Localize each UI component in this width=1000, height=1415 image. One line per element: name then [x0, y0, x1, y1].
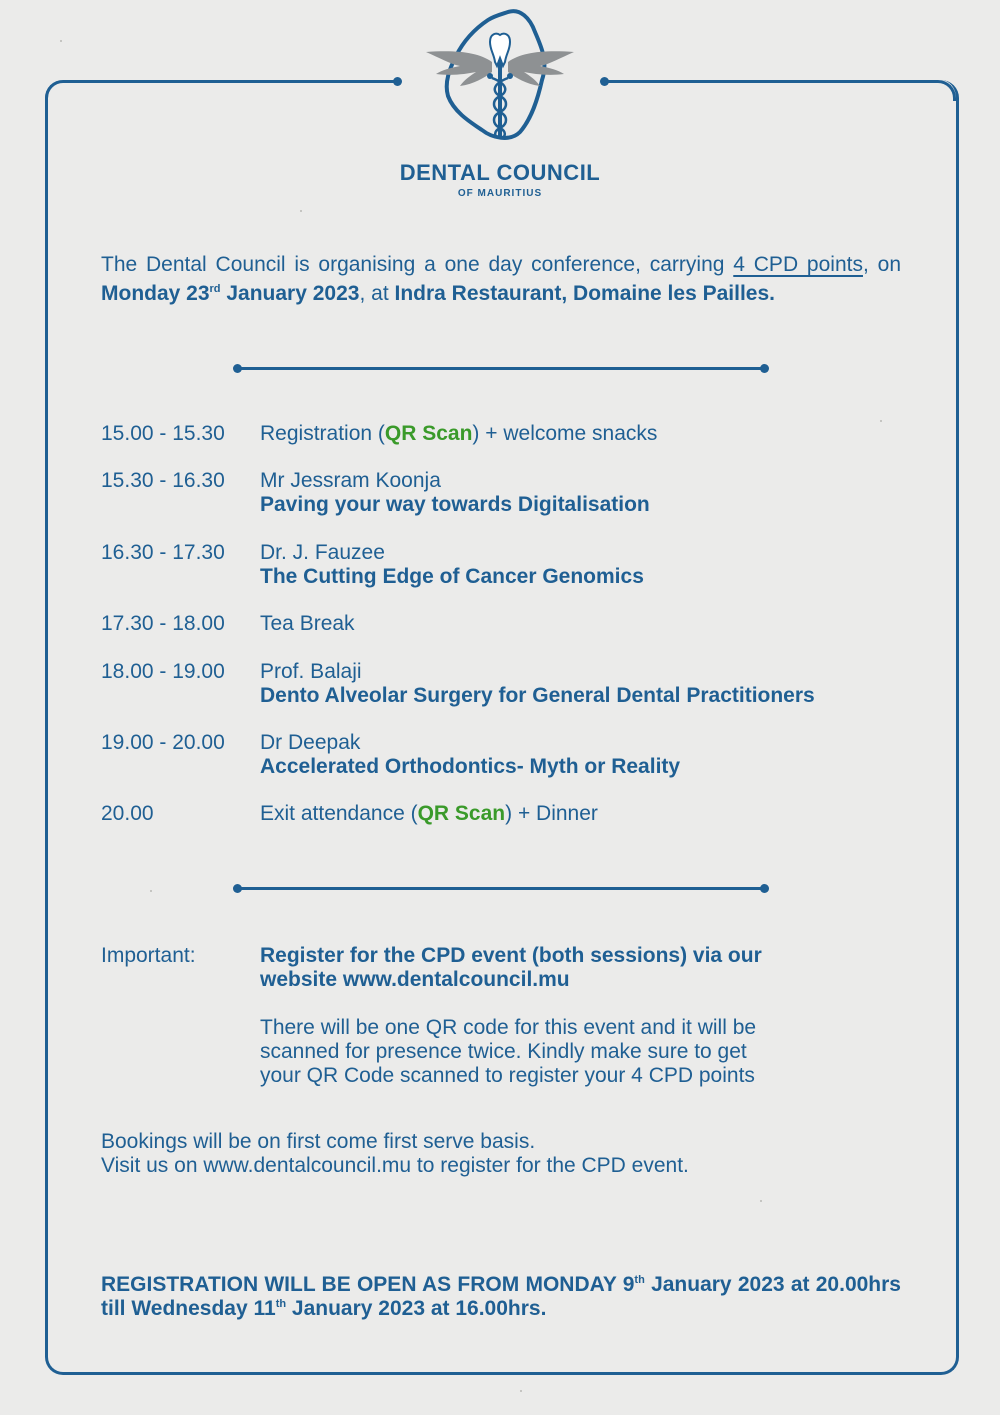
- intro-paragraph: [101, 250, 901, 308]
- reg-suffix: th: [634, 1274, 645, 1286]
- reg-suffix: th: [275, 1298, 287, 1310]
- desc-text: ) + Dinner: [505, 802, 598, 825]
- cpd-points: 4 CPD points: [733, 253, 863, 276]
- desc-text: Exit attendance (: [260, 802, 418, 825]
- divider-top: [236, 367, 766, 370]
- schedule-desc: [260, 422, 900, 446]
- intro-text: The Dental Council is organising a one day conference, carrying: [101, 253, 734, 276]
- schedule-desc: [260, 469, 900, 517]
- note-line: There will be one QR code for this event and it will be: [260, 1016, 757, 1039]
- speaker-name: Prof. Balaji: [260, 660, 362, 683]
- brand-title: DENTAL COUNCIL: [399, 160, 601, 185]
- frame-corner-right: [935, 80, 956, 101]
- date-suffix: rd: [209, 283, 221, 295]
- registration-notice: [101, 1273, 901, 1321]
- reg-text: January 2023 at 20.00hrs till Wednesday 11: [101, 1273, 901, 1320]
- frame-dot-right: [600, 77, 609, 86]
- frame-dot-left: [393, 77, 402, 86]
- schedule-time: 19.00 - 20.00: [101, 731, 225, 754]
- booking-line: Visit us on www.dentalcouncil.mu to register for the CPD event.: [101, 1154, 689, 1177]
- desc-text: Registration (: [260, 422, 385, 445]
- frame-top-left: [63, 80, 397, 83]
- speaker-name: Mr Jessram Koonja: [260, 469, 441, 492]
- note-line: Register for the CPD event (both sessions) via our: [260, 944, 762, 967]
- schedule-time: 18.00 - 19.00: [101, 660, 225, 683]
- talk-title: Accelerated Orthodontics- Myth or Reality: [260, 755, 681, 778]
- desc-text: ) + welcome snacks: [472, 422, 658, 445]
- important-register-note: [260, 944, 860, 992]
- schedule-desc: Tea Break: [260, 612, 355, 635]
- speaker-name: Dr Deepak: [260, 731, 361, 754]
- reg-text: REGISTRATION WILL BE OPEN AS FROM MONDAY 9: [101, 1273, 635, 1296]
- talk-title: Dento Alveolar Surgery for General Dental Practitioners: [260, 684, 815, 707]
- frame-corner-left: [45, 80, 66, 101]
- schedule-time: 20.00: [101, 802, 154, 825]
- schedule-desc: [260, 802, 900, 826]
- schedule-desc: [260, 541, 900, 589]
- schedule-time: 15.30 - 16.30: [101, 469, 225, 492]
- event-venue: Indra Restaurant, Domaine les Pailles.: [394, 282, 775, 305]
- talk-title: The Cutting Edge of Cancer Genomics: [260, 565, 644, 588]
- schedule-desc: [260, 660, 900, 708]
- schedule-time: 15.00 - 15.30: [101, 422, 225, 445]
- intro-text: , on: [862, 253, 902, 276]
- qr-scan-highlight: QR Scan: [417, 802, 506, 825]
- note-line: scanned for presence twice. Kindly make sure to get: [260, 1040, 747, 1063]
- talk-title: Paving your way towards Digitalisation: [260, 493, 650, 516]
- note-line: website www.dentalcouncil.mu: [260, 968, 570, 991]
- note-line: your QR Code scanned to register your 4 CPD points: [260, 1064, 755, 1087]
- intro-text: , at: [359, 282, 395, 305]
- booking-line: Bookings will be on first come first serve basis.: [101, 1130, 536, 1153]
- important-label: Important:: [101, 944, 196, 967]
- important-qr-note: [260, 1016, 860, 1088]
- frame-top-right: [604, 80, 935, 83]
- event-date-rest: January 2023: [220, 282, 360, 305]
- dental-council-logo-icon: [420, 0, 580, 150]
- speaker-name: Dr. J. Fauzee: [260, 541, 385, 564]
- schedule-time: 16.30 - 17.30: [101, 541, 225, 564]
- schedule-desc: [260, 731, 900, 779]
- event-date: Monday 23: [101, 282, 210, 305]
- divider-bottom: [236, 887, 766, 890]
- qr-scan-highlight: QR Scan: [384, 422, 473, 445]
- reg-text: January 2023 at 16.00hrs.: [286, 1297, 547, 1320]
- brand-subtitle: OF MAURITIUS: [457, 188, 543, 199]
- booking-info: [101, 1130, 901, 1178]
- schedule-time: 17.30 - 18.00: [101, 612, 225, 635]
